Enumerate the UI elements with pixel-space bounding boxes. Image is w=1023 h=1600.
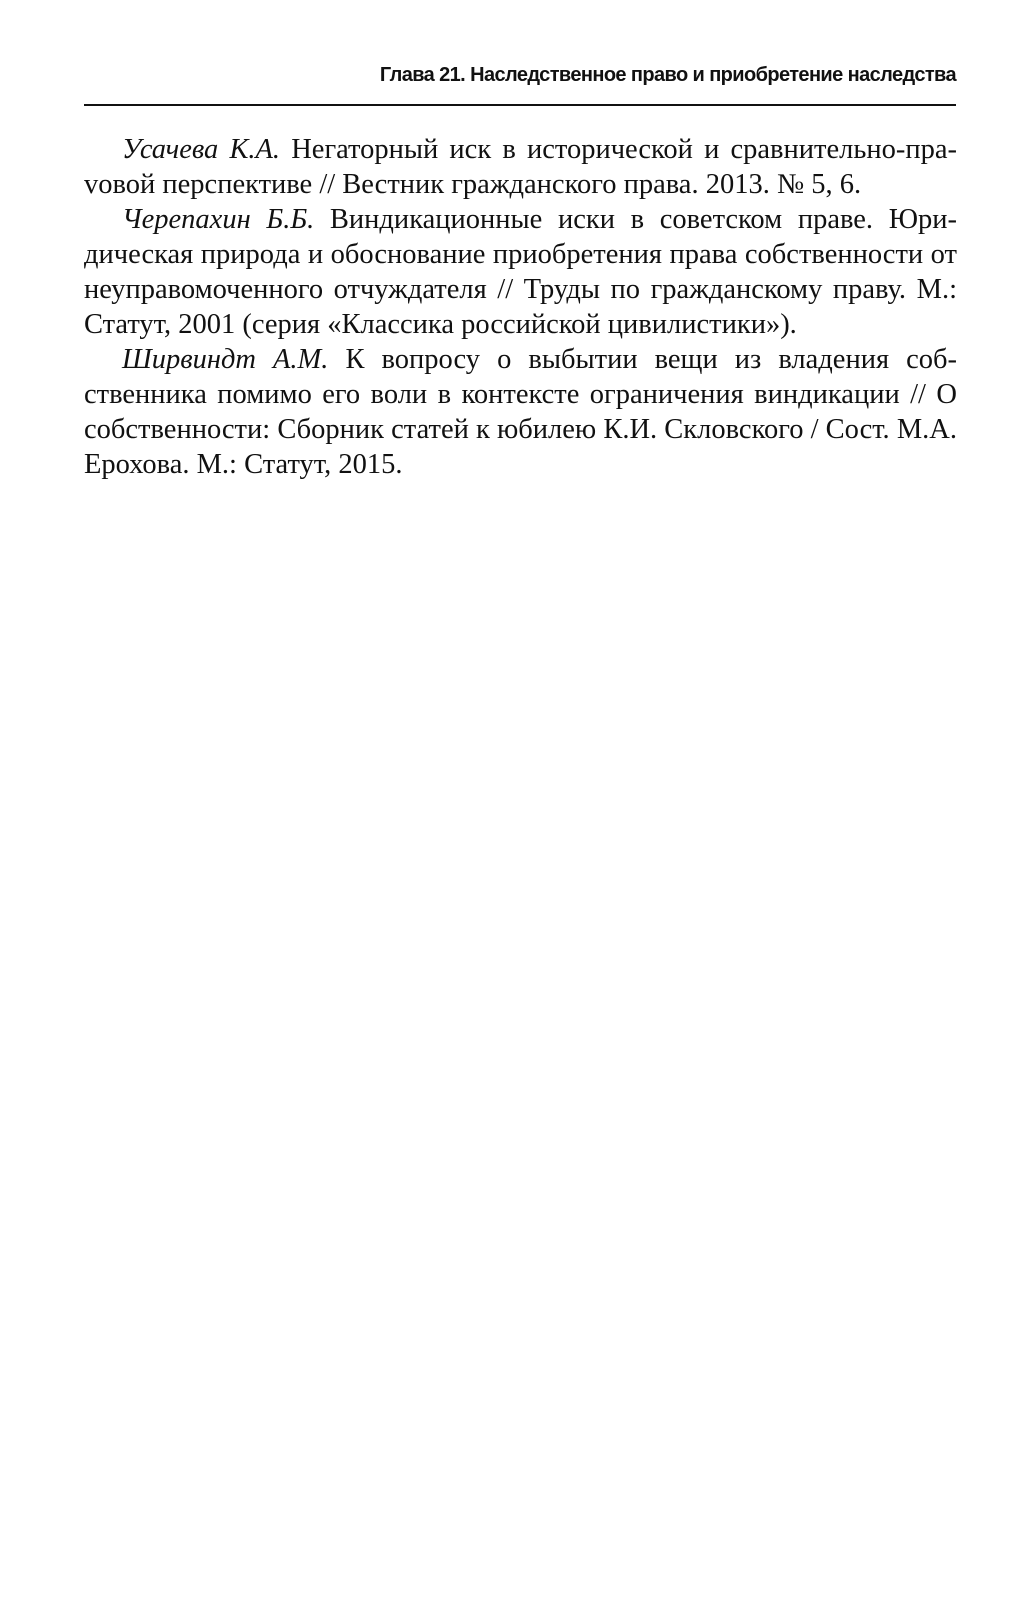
reference-author: Усачева К.А. xyxy=(122,134,281,165)
reference-text: Виндикационные иски в советском праве. Юридическая природа и обоснование приобретения права собственности от неуправомоченного отчуждателя // Труды по гражданскому праву. М.: Статут, 2001 (серия «Классика российской цивилистики»). xyxy=(84,204,957,340)
reference-item xyxy=(84,132,957,202)
reference-text: Негаторный иск в исторической и сравнительно-праvовой перспективе // Вестник гражданского права. 2013. № 5, 6. xyxy=(84,134,957,200)
reference-text: К вопросу о выбытии вещи из владения собственника помимо его воли в контексте ограничения виндикации // О собственности: Сборник статей к юбилею К.И. Скловского / Сост. М.А. Ерохова. М.: Статут, 2015. xyxy=(84,344,958,480)
running-header: Глава 21. Наследственное право и приобретение наследства xyxy=(379,64,956,86)
reference-list xyxy=(84,132,957,482)
reference-item xyxy=(84,202,957,342)
reference-author: Черепахин Б.Б. xyxy=(122,204,315,235)
header-rule xyxy=(84,104,956,106)
reference-item xyxy=(84,342,957,482)
reference-author: Ширвиндт А.М. xyxy=(122,344,329,375)
